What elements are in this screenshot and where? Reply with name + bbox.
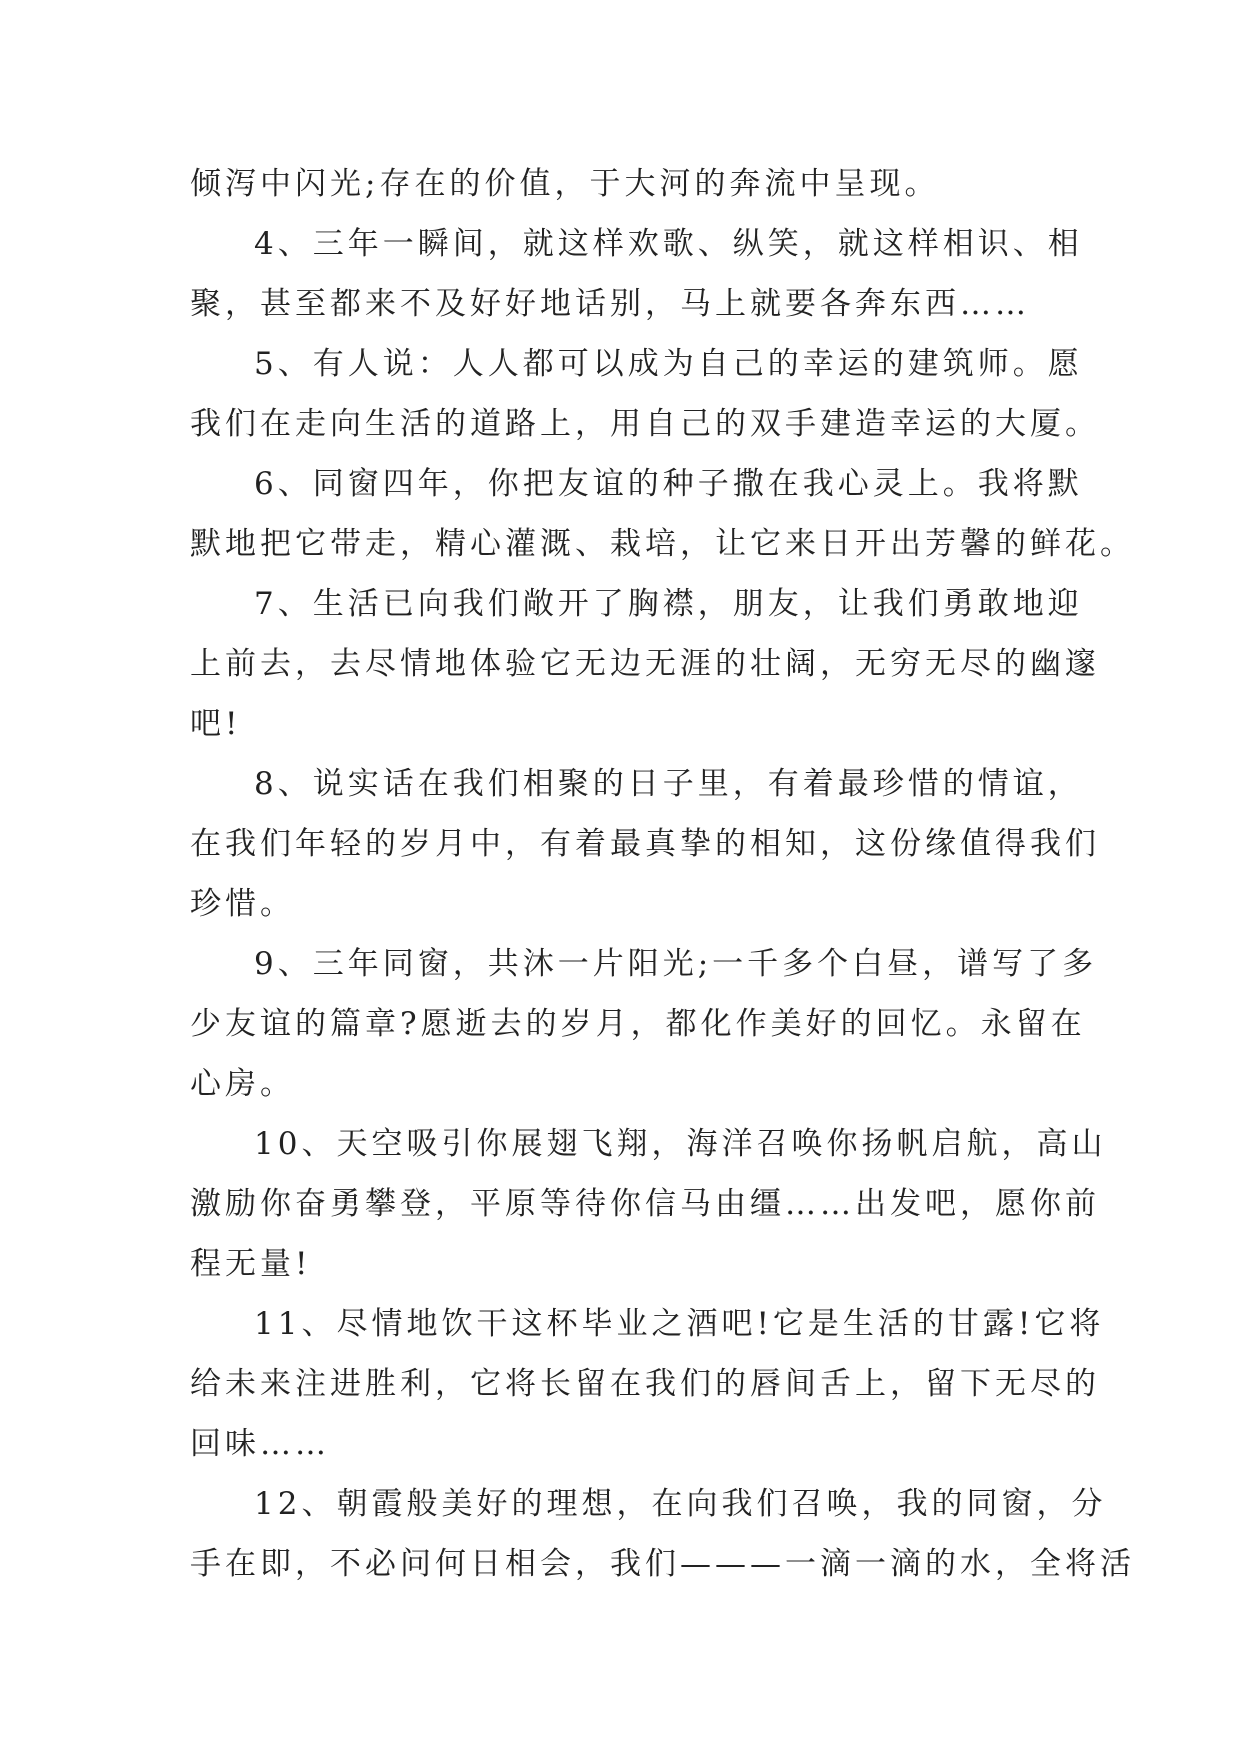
paragraph-10-line-1: 10、天空吸引你展翅飞翔，海洋召唤你扬帆启航，高山: [254, 1126, 1107, 1162]
paragraph-12-line-2: 手在即，不必问何日相会，我们———一滴一滴的水，全将活: [190, 1546, 1135, 1582]
text-line: 倾泻中闪光;存在的价值，于大河的奔流中呈现。: [190, 166, 940, 202]
paragraph-8-line-2: 在我们年轻的岁月中，有着最真挚的相知，这份缘值得我们: [190, 826, 1100, 862]
paragraph-9-line-3: 心房。: [190, 1066, 295, 1102]
paragraph-12-line-1: 12、朝霞般美好的理想，在向我们召唤，我的同窗，分: [254, 1486, 1107, 1522]
paragraph-9-line-1: 9、三年同窗，共沐一片阳光;一千多个白昼，谱写了多: [254, 946, 1098, 982]
paragraph-6-line-2: 默地把它带走，精心灌溉、栽培，让它来日开出芳馨的鲜花。: [190, 526, 1135, 562]
paragraph-11-line-2: 给未来注进胜利，它将长留在我们的唇间舌上，留下无尽的: [190, 1366, 1100, 1402]
paragraph-11-line-3: 回味……: [190, 1426, 330, 1462]
document-body: [190, 154, 1135, 1594]
paragraph-6-line-1: 6、同窗四年，你把友谊的种子撒在我心灵上。我将默: [254, 466, 1083, 502]
paragraph-7-line-2: 上前去，去尽情地体验它无边无涯的壮阔，无穷无尽的幽邃: [190, 646, 1100, 682]
paragraph-4-line-1: 4、三年一瞬间，就这样欢歌、纵笑，就这样相识、相: [254, 226, 1083, 262]
paragraph-10-line-3: 程无量!: [190, 1246, 312, 1282]
paragraph-8-line-3: 珍惜。: [190, 886, 295, 922]
paragraph-10-line-2: 激励你奋勇攀登，平原等待你信马由缰……出发吧，愿你前: [190, 1186, 1100, 1222]
paragraph-7-line-3: 吧!: [190, 706, 242, 742]
paragraph-8-line-1: 8、说实话在我们相聚的日子里，有着最珍惜的情谊，: [254, 766, 1083, 802]
paragraph-9-line-2: 少友谊的篇章?愿逝去的岁月，都化作美好的回忆。永留在: [190, 1006, 1086, 1042]
paragraph-4-line-2: 聚，甚至都来不及好好地话别，马上就要各奔东西……: [190, 286, 1030, 322]
paragraph-7-line-1: 7、生活已向我们敞开了胸襟，朋友，让我们勇敢地迎: [254, 586, 1083, 622]
paragraph-11-line-1: 11、尽情地饮干这杯毕业之酒吧!它是生活的甘露!它将: [254, 1306, 1105, 1342]
paragraph-5-line-2: 我们在走向生活的道路上，用自己的双手建造幸运的大厦。: [190, 406, 1100, 442]
paragraph-5-line-1: 5、有人说：人人都可以成为自己的幸运的建筑师。愿: [254, 346, 1083, 382]
